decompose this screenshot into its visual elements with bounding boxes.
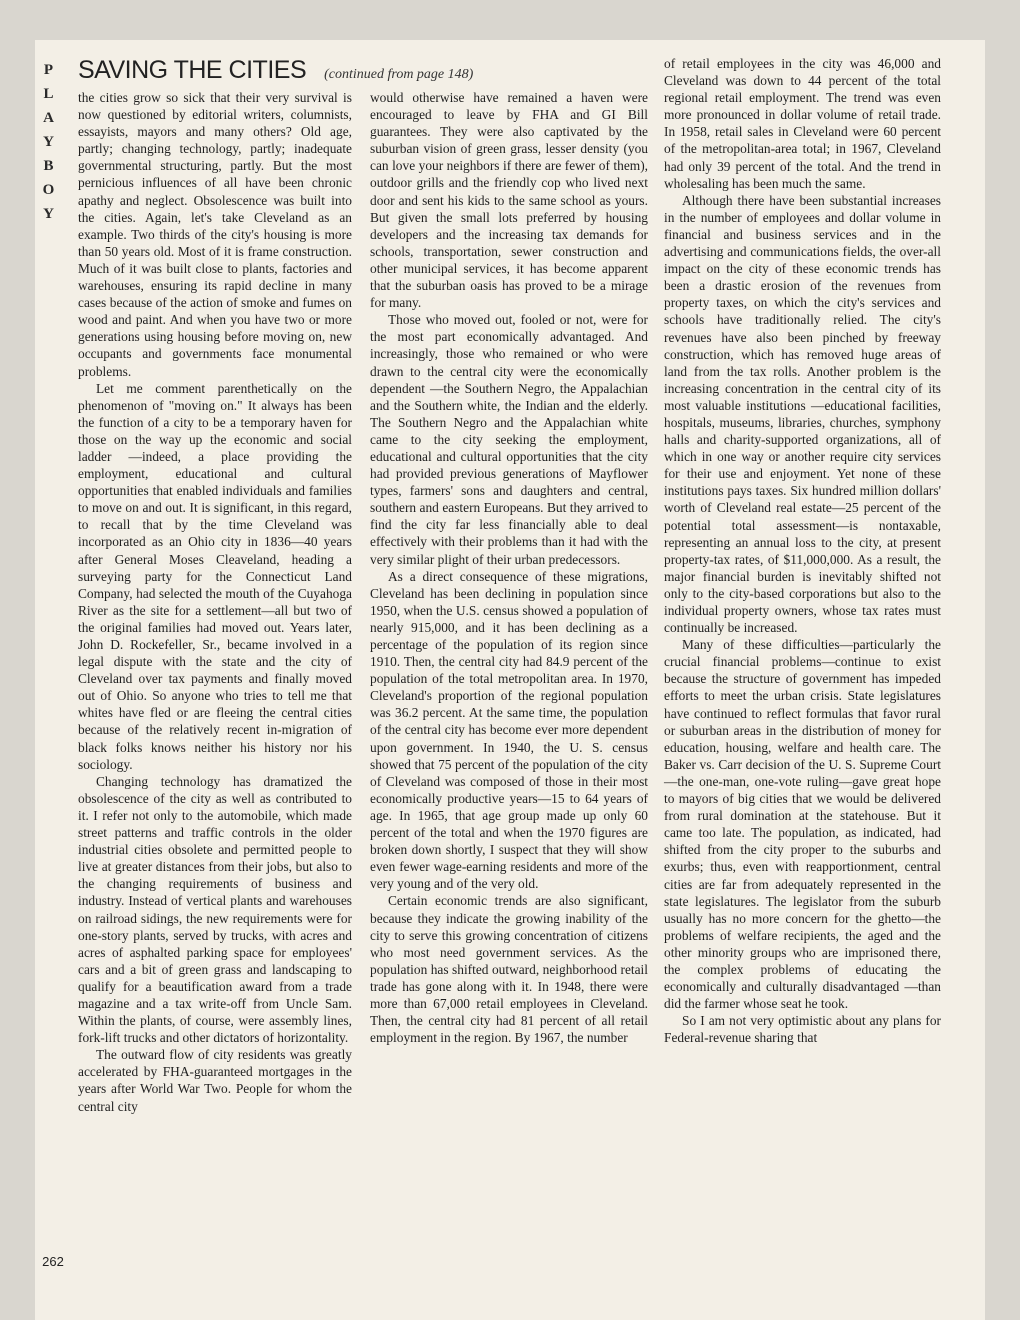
paragraph: Although there have been substantial increases in the number of employees and dollar volume in financial and business services and in the advertising and communications fields, the over-all impact on the city of these economic trends has been a drastic erosion of the revenues from property taxes, on which the city's services and schools have traditionally relied. The city's revenues have also been pinched by freeway construction, which has removed huge areas of land from the tax rolls. Another problem is the increasing concentration in the central city of its most valuable institutions —educational facilities, hospitals, museums, libraries, churches, symphony halls and charity-supported organizations, all of which in one way or another require city services for their use and enjoyment. Yet none of these institutions pays taxes. Six hundred million dollars' worth of Cleveland real estate—25 percent of the potential total assessment—is nontaxable, representing an annual loss to the city, at present property-tax rates, of $11,000,000. As a result, the major financial burden is inevitably shifted not only to the city-based corporations but also to the individual property owners, whose tax rates must continually be increased. — [664, 192, 941, 636]
paragraph: would otherwise have remained a haven were encouraged to leave by FHA and GI Bill guarantees. They were also captivated by the suburban vision of green grass, lesser density (you can love your neighbors if there are fewer of them), outdoor grills and the friendly cop who lived next door and sent his kids to the same school as yours. But given the small lots preferred by housing developers and the increasing tax demands for schools, transportation, sewer construction and other municipal services, it has become apparent that the suburban oasis has proved to be a mirage for many. — [370, 90, 648, 311]
sidebar-letter: A — [43, 110, 55, 126]
article-title: SAVING THE CITIES — [78, 56, 307, 84]
paragraph: Certain economic trends are also significant, because they indicate the growing inability of the city to serve this growing concentration of citizens who most need government services. As the population has shifted outward, neighborhood retail trade has gone along with it. In 1948, there were more than 67,000 retail employees in Cleveland. Then, the central city had 81 percent of all retail employment in the region. By 1967, the number — [370, 893, 648, 1046]
article-header — [78, 56, 473, 85]
paragraph: of retail employees in the city was 46,000 and Cleveland was down to 44 percent of the total regional retail employment. The trend was even more pronounced in dollar volume of retail trade. In 1958, retail sales in Cleveland were 60 percent of the metropolitan-area total; in 1967, Cleveland had only 39 percent of the total. And the trend in wholesaling has been much the same. — [664, 56, 941, 191]
paragraph: As a direct consequence of these migrations, Cleveland has been declining in population since 1950, when the U.S. census showed a population of nearly 915,000, and it has been declining as a percentage of the population of its region since 1910. Then, the central city had 84.9 percent of the population of the total metropolitan area. In 1970, Cleveland's proportion of the regional population was 36.2 percent. At the same time, the population of the central city has become ever more dependent upon government. In 1940, the U. S. census showed that 75 percent of the population of the city of Cleveland was composed of those in their most economically productive years—15 to 64 years of age. In 1965, that age group made up only 60 percent of the total and when the 1970 figures are broken down shortly, I suspect that they will show even fewer wage-earning residents and more of the very young and of the very old. — [370, 568, 648, 892]
magazine-page — [35, 40, 985, 1320]
paragraph: So I am not very optimistic about any plans for Federal-revenue sharing that — [664, 1013, 941, 1046]
paragraph: Many of these difficulties—particularly the crucial financial problems—continue to exist because the structure of government has impeded efforts to meet the urban crisis. State legislatures have continued to reflect formulas that favor rural or suburban areas in the distribution of money for education, housing, welfare and health care. The Baker vs. Carr decision of the U. S. Supreme Court—the one-man, one-vote ruling—gave great hope to mayors of big cities that we would be delivered from rural domination at the statehouse. But it came too late. The population, as indicated, had shifted from the city proper to the suburbs and exurbs; thus, even with reapportionment, central cities are far from adequately represented in the state legislatures. The legislator from the suburb usually has no more concern for the ghetto—the problems of welfare recipients, the aged and the other minority groups who are imprisoned there, the complex problems of educating the economically and culturally disadvantaged —than did the farmer whose seat he took. — [664, 637, 941, 1012]
paragraph: Let me comment parenthetically on the phenomenon of "moving on." It always has been the function of a city to be a temporary haven for those on the way up the economic and social ladder —indeed, a place providing the employment, educational and cultural opportunities that enabled individuals and families to move on and out. It is significant, in this regard, to recall that by the time Cleveland was incorporated as an Ohio city in 1836—40 years after General Moses Cleaveland, heading a surveying party for the Connecticut Land Company, had selected the mouth of the Cuyahoga River as the site for a settlement—all but two of the original families had moved out. Years later, John D. Rockefeller, Sr., became involved in a legal dispute with the state and the city of Cleveland over tax payments and finally moved out of Ohio. So anyone who tries to tell me that whites have fled or are fleeing the central cities because of the relatively recent in-migration of black folks knows neither his history nor his sociology. — [78, 380, 352, 772]
paragraph: Those who moved out, fooled or not, were for the most part economically advantaged. And increasingly, those who remained or who were drawn to the central city were the economically dependent —the Southern Negro, the Appalachian and the Southern white, the Indian and the elderly. The Southern Negro and the Appalachian white came to the city seeking the employment, educational and cultural opportunities that the city had provided previous generations of Mayflower types, farmers' sons and daughters and central, southern and eastern Europeans. But they arrived to find the city far less financially able to deal effectively with their problems than it had with the very similar plight of their urban predecessors. — [370, 312, 648, 567]
sidebar-letter: Y — [43, 134, 55, 150]
sidebar-letter: Y — [43, 206, 55, 222]
magazine-sidebar-logo — [38, 58, 60, 226]
paragraph: The outward flow of city residents was greatly accelerated by FHA-guaranteed mortgages in the years after World War Two. People for whom the central city — [78, 1047, 352, 1114]
text-column-1 — [78, 89, 352, 1317]
text-column-2 — [370, 89, 648, 1317]
page-number: 262 — [42, 1254, 64, 1269]
text-column-3 — [664, 55, 941, 1317]
sidebar-letter: B — [43, 158, 55, 174]
sidebar-letter: P — [43, 62, 55, 78]
paragraph: Changing technology has dramatized the obsolescence of the city as well as contributed to it. I refer not only to the automobile, which made street patterns and traffic controls in the older industrial cities obsolete and permitted people to live at greater distances from their jobs, but also to the changing requirements of business and industry. Instead of vertical plants and warehouses on railroad sidings, the new requirements were for one-story plants, served by trucks, with acres and acres of asphalted parking space for employees' cars and a bit of green grass and landscaping to qualify for a beautification award from a trade magazine and a tax write-off from Uncle Sam. Within the plants, of course, were assembly lines, fork-lift trucks and other dictators of horizontality. — [78, 773, 352, 1046]
continued-note: (continued from page 148) — [324, 67, 474, 82]
sidebar-letter: L — [43, 86, 55, 102]
paragraph: the cities grow so sick that their very survival is now questioned by editorial writers, columnists, essayists, mayors and many others? Old age, partly; changing technology, partly; inadequate governmental structuring, partly. But the most pernicious influences of all have been chronic apathy and neglect. Obsolescence was built into the cities. Again, let's take Cleveland as an example. Two thirds of the city's housing is more than 50 years old. Most of it is frame construction. Much of it was built close to plants, factories and warehouses, ensuring its rapid decline in many cases because of the action of smoke and fumes on wood and paint. And when you have two or more generations using housing before moving on, new occupants and governments face monumental problems. — [78, 90, 352, 379]
sidebar-letter: O — [42, 182, 56, 198]
